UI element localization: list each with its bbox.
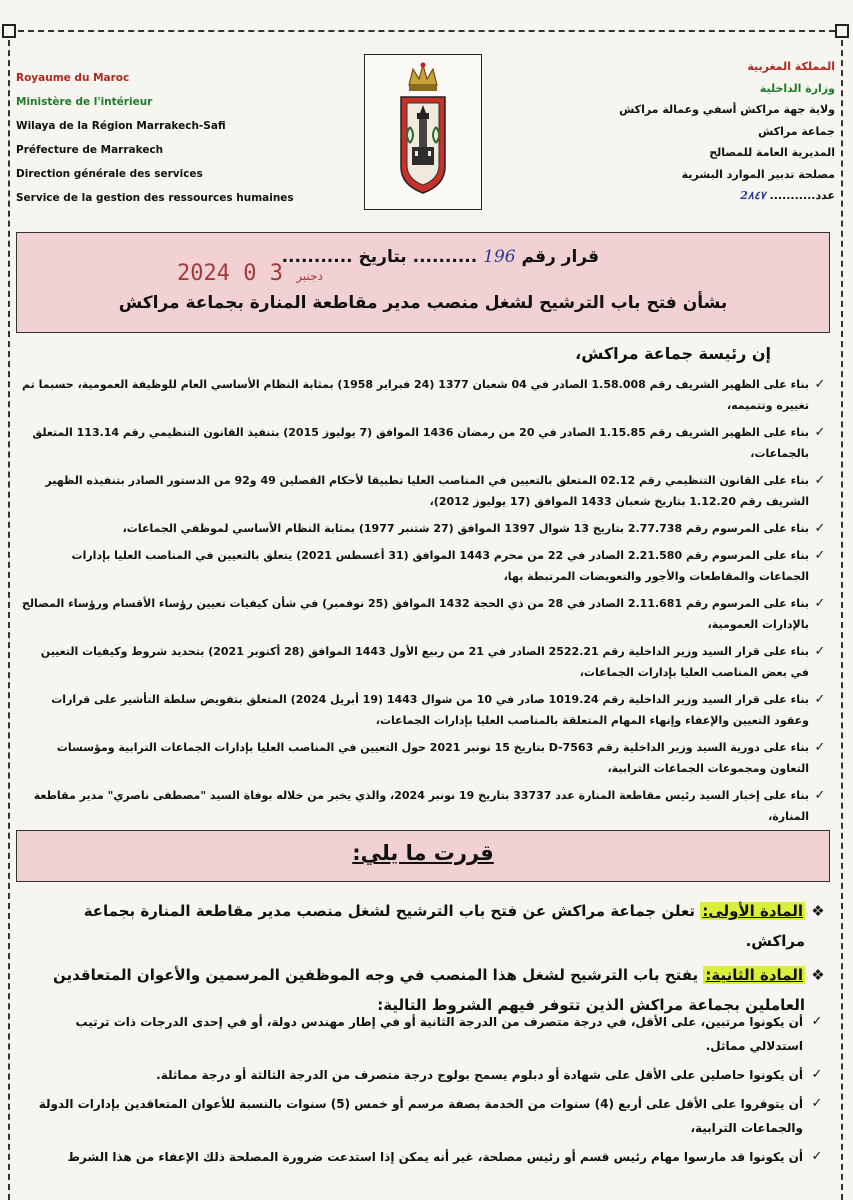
articles-list [22, 896, 831, 1024]
consideration-item: ✓ بناء على قرار السيد وزير الداخلية رقم 2522.21 الصادر في 21 من ربيع الأول 1443 الموافق (28 أكتوبر 2021) بتحديد شروط وكيفيات التعيين في بعض المناصب العليا بإدارات الجماعات، [22, 641, 831, 683]
stamp-year: 2024 [177, 261, 230, 286]
decision-number-line: قرار رقم 196 .......... بتاريخ ........... [281, 247, 599, 267]
border-right [841, 30, 843, 1200]
article-1-text: تعلن جماعة مراكش عن فتح باب الترشيح لشغل منصب مدير مقاطعة المنارة بجماعة مراكش. [83, 902, 805, 950]
reference-number: 2٨٤٧ [740, 189, 766, 202]
consideration-item: ✓ بناء على المرسوم رقم 2.11.681 الصادر في 28 من ذي الحجة 1432 الموافق (25 نوفمبر) في شأن كيفيات تعيين رؤساء الأقسام ورؤساء المصالح بالإدارات العمومية، [22, 593, 831, 635]
consideration-item: ✓ بناء على المرسوم رقم 2.77.738 بتاريخ 13 شوال 1397 الموافق (27 شتنبر 1977) بمثابة النظام الأساسي لموظفي الجماعات، [22, 518, 831, 539]
decision-date-label: بتاريخ [358, 247, 407, 267]
consideration-item: ✓ بناء على القانون التنظيمي رقم 02.12 المتعلق بالتعيين في المناصب العليا تطبيقا لأحكام الفصلين 49 و92 من الدستور الصادر بتنفيذه الظهير الشريف رقم 1.12.20 بتاريخ شعبان 1433 الموافق (17 يوليوز 2012)، [22, 470, 831, 512]
checkmark-icon: ✓ [811, 1014, 823, 1029]
consideration-item: ✓ بناء على إخبار السيد رئيس مقاطعة المنارة عدد 33737 بتاريخ 19 نونبر 2024، والذي يخبر من خلاله بوفاة السيد "مصطفى ناصري" مدير مقاطعة المنارة، [22, 785, 831, 827]
header-arabic [595, 56, 835, 207]
checkmark-icon: ✓ [814, 521, 826, 536]
consideration-item: ✓ بناء على الظهير الشريف رقم 1.15.85 الصادر في 20 من رمضان 1436 الموافق (7 يوليوز 2015) بتنفيذ القانون التنظيمي رقم 113.14 المتعلق بالجماعات، [22, 422, 831, 464]
checkmark-icon: ✓ [814, 548, 826, 563]
border-corner [835, 24, 849, 38]
checkmark-icon: ✓ [814, 377, 826, 392]
considerations-list [22, 374, 831, 833]
border-left [8, 30, 10, 1200]
article-2-text: يفتح باب الترشيح لشغل هذا المنصب في وجه الموظفين المرسمين والأعوان المتعاقدين العاملين بجماعة مراكش الذين تتوفر فيهم الشروط التالية: [53, 966, 805, 1014]
checkmark-icon: ✓ [814, 740, 826, 755]
consideration-item: ✓ بناء على الظهير الشريف رقم 1.58.008 الصادر في 04 شعبان 1377 (24 فبراير 1958) بمثابة النظام الأساسي العام للوظيفة العمومية، حسبما تم تغييره وتتميمه، [22, 374, 831, 416]
header-ar-direction: المديرية العامة للمصالح [709, 146, 835, 159]
coat-of-arms-emblem [364, 54, 482, 210]
header-ar-reference [595, 185, 835, 207]
header-ar-service: مصلحة تدبير الموارد البشرية [681, 167, 835, 181]
header-french [16, 66, 316, 210]
header-fr-direction: Direction générale des services [16, 168, 203, 180]
header-fr-ministry: Ministère de l'intérieur [16, 96, 153, 108]
article-2-label: المادة الثانية: [705, 966, 803, 984]
consideration-item: ✓ بناء على المرسوم رقم 2.21.580 الصادر في 22 من محرم 1443 الموافق (31 أغسطس 2021) يتعلق بالتعيين في المناصب العليا بإدارات الجماعات والمقاطعات والأجور والتعويضات المرتبطة بها، [22, 545, 831, 587]
header-ar-kingdom: المملكة المغربية [747, 60, 835, 73]
condition-item: ✓ أن يتوفروا على الأقل على أربع (4) سنوات من الخدمة بصفة مرسم أو خمس (5) سنوات بالنسبة للأعوان المتعاقدين بإدارات الدولة والجماعات الترابية، [22, 1092, 831, 1140]
header-fr-service: Service de la gestion des ressources humaines [16, 192, 294, 204]
checkmark-icon: ✓ [814, 425, 826, 440]
condition-item: ✓ أن يكونوا قد مارسوا مهام رئيس قسم أو رئيس مصلحة، غير أنه يمكن إذا استدعت ضرورة المصلحة ذلك الإعفاء من هذا الشرط [22, 1145, 831, 1169]
decided-heading-box [16, 830, 830, 882]
checkmark-icon: ✓ [811, 1096, 823, 1111]
reference-label: عدد........... [769, 189, 835, 202]
checkmark-icon: ✓ [814, 692, 826, 707]
border-top [8, 30, 845, 32]
condition-item: ✓ أن يكونوا مرتبين، على الأقل، في درجة متصرف من الدرجة الثانية أو في إطار مهندس دولة، أو في إحدى الدرجات ذات ترتيب استدلالي مماثل. [22, 1010, 831, 1058]
header-fr-prefecture: Préfecture de Marrakech [16, 144, 164, 156]
header-ar-ministry: وزارة الداخلية [759, 81, 835, 95]
conditions-list [22, 1010, 831, 1174]
diamond-bullet-icon: ❖ [811, 966, 825, 984]
article-1-label: المادة الأولى: [702, 902, 803, 920]
header-fr-kingdom: Royaume du Maroc [16, 72, 130, 84]
emblem-icon [365, 55, 481, 209]
diamond-bullet-icon: ❖ [811, 902, 825, 920]
checkmark-icon: ✓ [814, 788, 826, 803]
consideration-item: ✓ بناء على دورية السيد وزير الداخلية رقم D-7563 بتاريخ 15 نونبر 2021 حول التعيين في المناصب العليا بإدارات الجماعات الترابية ومؤسسات التعاون ومجموعات الجماعات الترابية، [22, 737, 831, 779]
stamp-day: 3 0 [243, 261, 283, 286]
decision-subject: بشأن فتح باب الترشيح لشغل منصب مدير مقاطعة المنارة بجماعة مراكش [118, 293, 728, 313]
decision-prefix: قرار رقم [521, 247, 599, 267]
checkmark-icon: ✓ [814, 644, 826, 659]
header-fr-wilaya: Wilaya de la Région Marrakech-Safi [16, 120, 226, 132]
border-corner [2, 24, 16, 38]
checkmark-icon: ✓ [814, 473, 826, 488]
header-ar-commune: جماعة مراكش [758, 124, 835, 138]
header-ar-wilaya: ولاية جهة مراكش أسفي وعمالة مراكش [619, 103, 835, 116]
decided-heading: قررت ما يلي: [352, 841, 494, 865]
checkmark-icon: ✓ [814, 596, 826, 611]
article-1 [22, 896, 831, 956]
date-stamp [177, 261, 323, 286]
stamp-month: دجنبر [296, 269, 323, 283]
president-line: إن رئيسة جماعة مراكش، [575, 344, 771, 363]
decision-title-box [16, 232, 830, 333]
consideration-item: ✓ بناء على قرار السيد وزير الداخلية رقم 1019.24 صادر في 10 من شوال 1443 (19 أبريل 2024) المتعلق بتفويض سلطة التأشير على قرارات وعقود التعيين والإعفاء وإنهاء المهام المتعلقة بالمناصب العليا بإدارات الجماعات، [22, 689, 831, 731]
decision-number: 196 [483, 247, 516, 267]
checkmark-icon: ✓ [811, 1149, 823, 1164]
checkmark-icon: ✓ [811, 1067, 823, 1082]
condition-item: ✓ أن يكونوا حاصلين على الأقل على شهادة أو دبلوم يسمح بولوج درجة متصرف من الدرجة الثالثة أو درجة مماثلة. [22, 1063, 831, 1087]
